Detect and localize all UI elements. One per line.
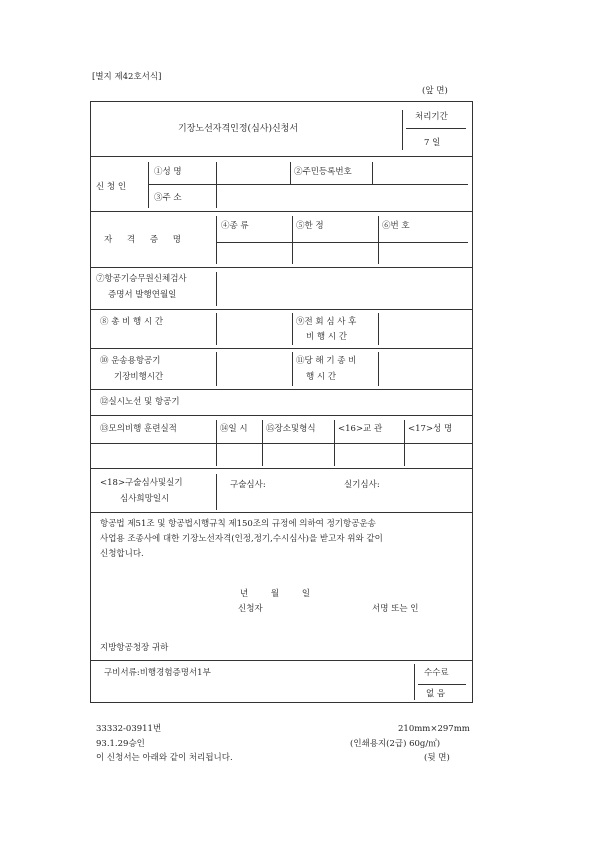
- processing-rule: [406, 128, 466, 129]
- fee-rule: [418, 684, 466, 685]
- name-label: ①성 명: [154, 167, 182, 177]
- fee-value: 없 음: [426, 689, 446, 699]
- statement-line-1: 항공법 제51조 및 항공법시행규칙 제150조의 규정에 의하여 정기항공운송: [100, 519, 376, 529]
- processing-value: 7 일: [424, 138, 441, 148]
- sign-or-seal: 서명 또는 인: [372, 604, 419, 614]
- fee-label: 수수료: [424, 668, 449, 678]
- divider: [378, 313, 379, 345]
- attachments-label: 구비서류:비행경험증명서1부: [104, 668, 211, 678]
- aircraft-label-2: 기장비행시간: [114, 372, 164, 382]
- divider: [378, 216, 379, 264]
- frame-top: [90, 101, 473, 102]
- rule: [90, 468, 473, 469]
- total-hours-label: ⑧ 총 비 행 시 간: [100, 317, 164, 327]
- statement-line-2: 사업용 조종사에 대한 기장노선자격(인정,정기,수시심사)을 받고자 위와 같이: [100, 534, 383, 544]
- paper-size: 210mm×297mm: [398, 724, 470, 734]
- form-number: 33332-03911번: [96, 724, 162, 734]
- aircraft-label-1: ⑩ 운송용항공기: [100, 356, 161, 366]
- rule: [90, 389, 473, 390]
- form-title: 기장노선자격인정(심사)신청서: [178, 124, 299, 134]
- divider: [290, 162, 291, 184]
- addressee: 지방항공청장 귀하: [100, 643, 169, 653]
- rule: [90, 211, 473, 212]
- divider: [216, 352, 217, 386]
- divider: [148, 162, 149, 208]
- frame-left: [90, 101, 91, 703]
- address-label: ③주 소: [154, 193, 182, 203]
- rule: [90, 348, 473, 349]
- instructor-label: <16>교 관: [338, 424, 383, 434]
- rule: [90, 443, 473, 444]
- type-hours-label-1: ⑪당 해 기 종 비: [296, 356, 357, 366]
- applicant-section-label: 신 청 인: [96, 182, 127, 192]
- exam-label-1: <18>구술심사및실기: [100, 478, 183, 488]
- medical-label-1: ⑦항공기승무원신체검사: [96, 274, 187, 284]
- limit-label: ⑤한 정: [296, 221, 324, 231]
- rule: [90, 267, 473, 268]
- divider: [216, 272, 217, 306]
- frame-bottom: [90, 702, 473, 703]
- divider: [292, 216, 293, 264]
- medical-label-2: 증명서 발행연월일: [108, 290, 177, 300]
- divider: [216, 474, 217, 510]
- rule: [90, 512, 473, 513]
- approval-date: 93.1.29승인: [96, 739, 145, 749]
- divider: [216, 216, 217, 264]
- rule: [90, 660, 473, 661]
- exam-label-2: 심사희망일시: [120, 494, 170, 504]
- divider: [216, 313, 217, 345]
- page-side-back: (뒷 면): [424, 753, 450, 763]
- rule: [216, 242, 468, 243]
- type-hours-label-2: 행 시 간: [306, 372, 337, 382]
- processing-divider: [402, 110, 403, 150]
- prev-exam-label-2: 비 행 시 간: [306, 332, 347, 342]
- divider: [378, 352, 379, 386]
- divider: [292, 352, 293, 386]
- oral-exam-label: 구술심사:: [230, 480, 266, 490]
- rule: [90, 309, 473, 310]
- statement-line-3: 신청합니다.: [100, 549, 144, 559]
- type-label: ④종 류: [221, 221, 249, 231]
- back-note: 이 신청서는 아래와 같이 처리됩니다.: [96, 753, 233, 763]
- training-date-label: ⑭일 시: [220, 424, 248, 434]
- rule: [90, 156, 473, 157]
- fee-divider: [414, 664, 415, 700]
- practical-exam-label: 실기심사:: [344, 480, 380, 490]
- prev-exam-label-1: ⑨전 회 심 사 후: [296, 317, 357, 327]
- processing-label: 처리기간: [415, 112, 448, 122]
- result-label: <17>성 명: [408, 424, 453, 434]
- divider: [292, 313, 293, 345]
- divider: [216, 162, 217, 208]
- training-place-label: ⑮장소및형식: [266, 424, 316, 434]
- page-side-front: (앞 면): [422, 86, 448, 96]
- rrn-label: ②주민등록번호: [294, 167, 352, 177]
- route-label: ⑫실시노선 및 항공기: [100, 397, 180, 407]
- form-code: [별지 제42호서식]: [92, 72, 162, 82]
- frame-right: [472, 101, 473, 703]
- qualification-section-label: 자 격 증 명: [104, 235, 187, 245]
- applicant-sign-label: 신청자: [238, 604, 263, 614]
- rule: [90, 415, 473, 416]
- training-record-label: ⑬모의비행 훈련실적: [100, 424, 177, 434]
- paper-spec: (인쇄용지(2급) 60g/㎡): [350, 739, 441, 749]
- divider: [372, 162, 373, 184]
- date-line: 년 월 일: [240, 589, 321, 599]
- rule: [148, 184, 468, 185]
- number-label: ⑥번 호: [382, 221, 410, 231]
